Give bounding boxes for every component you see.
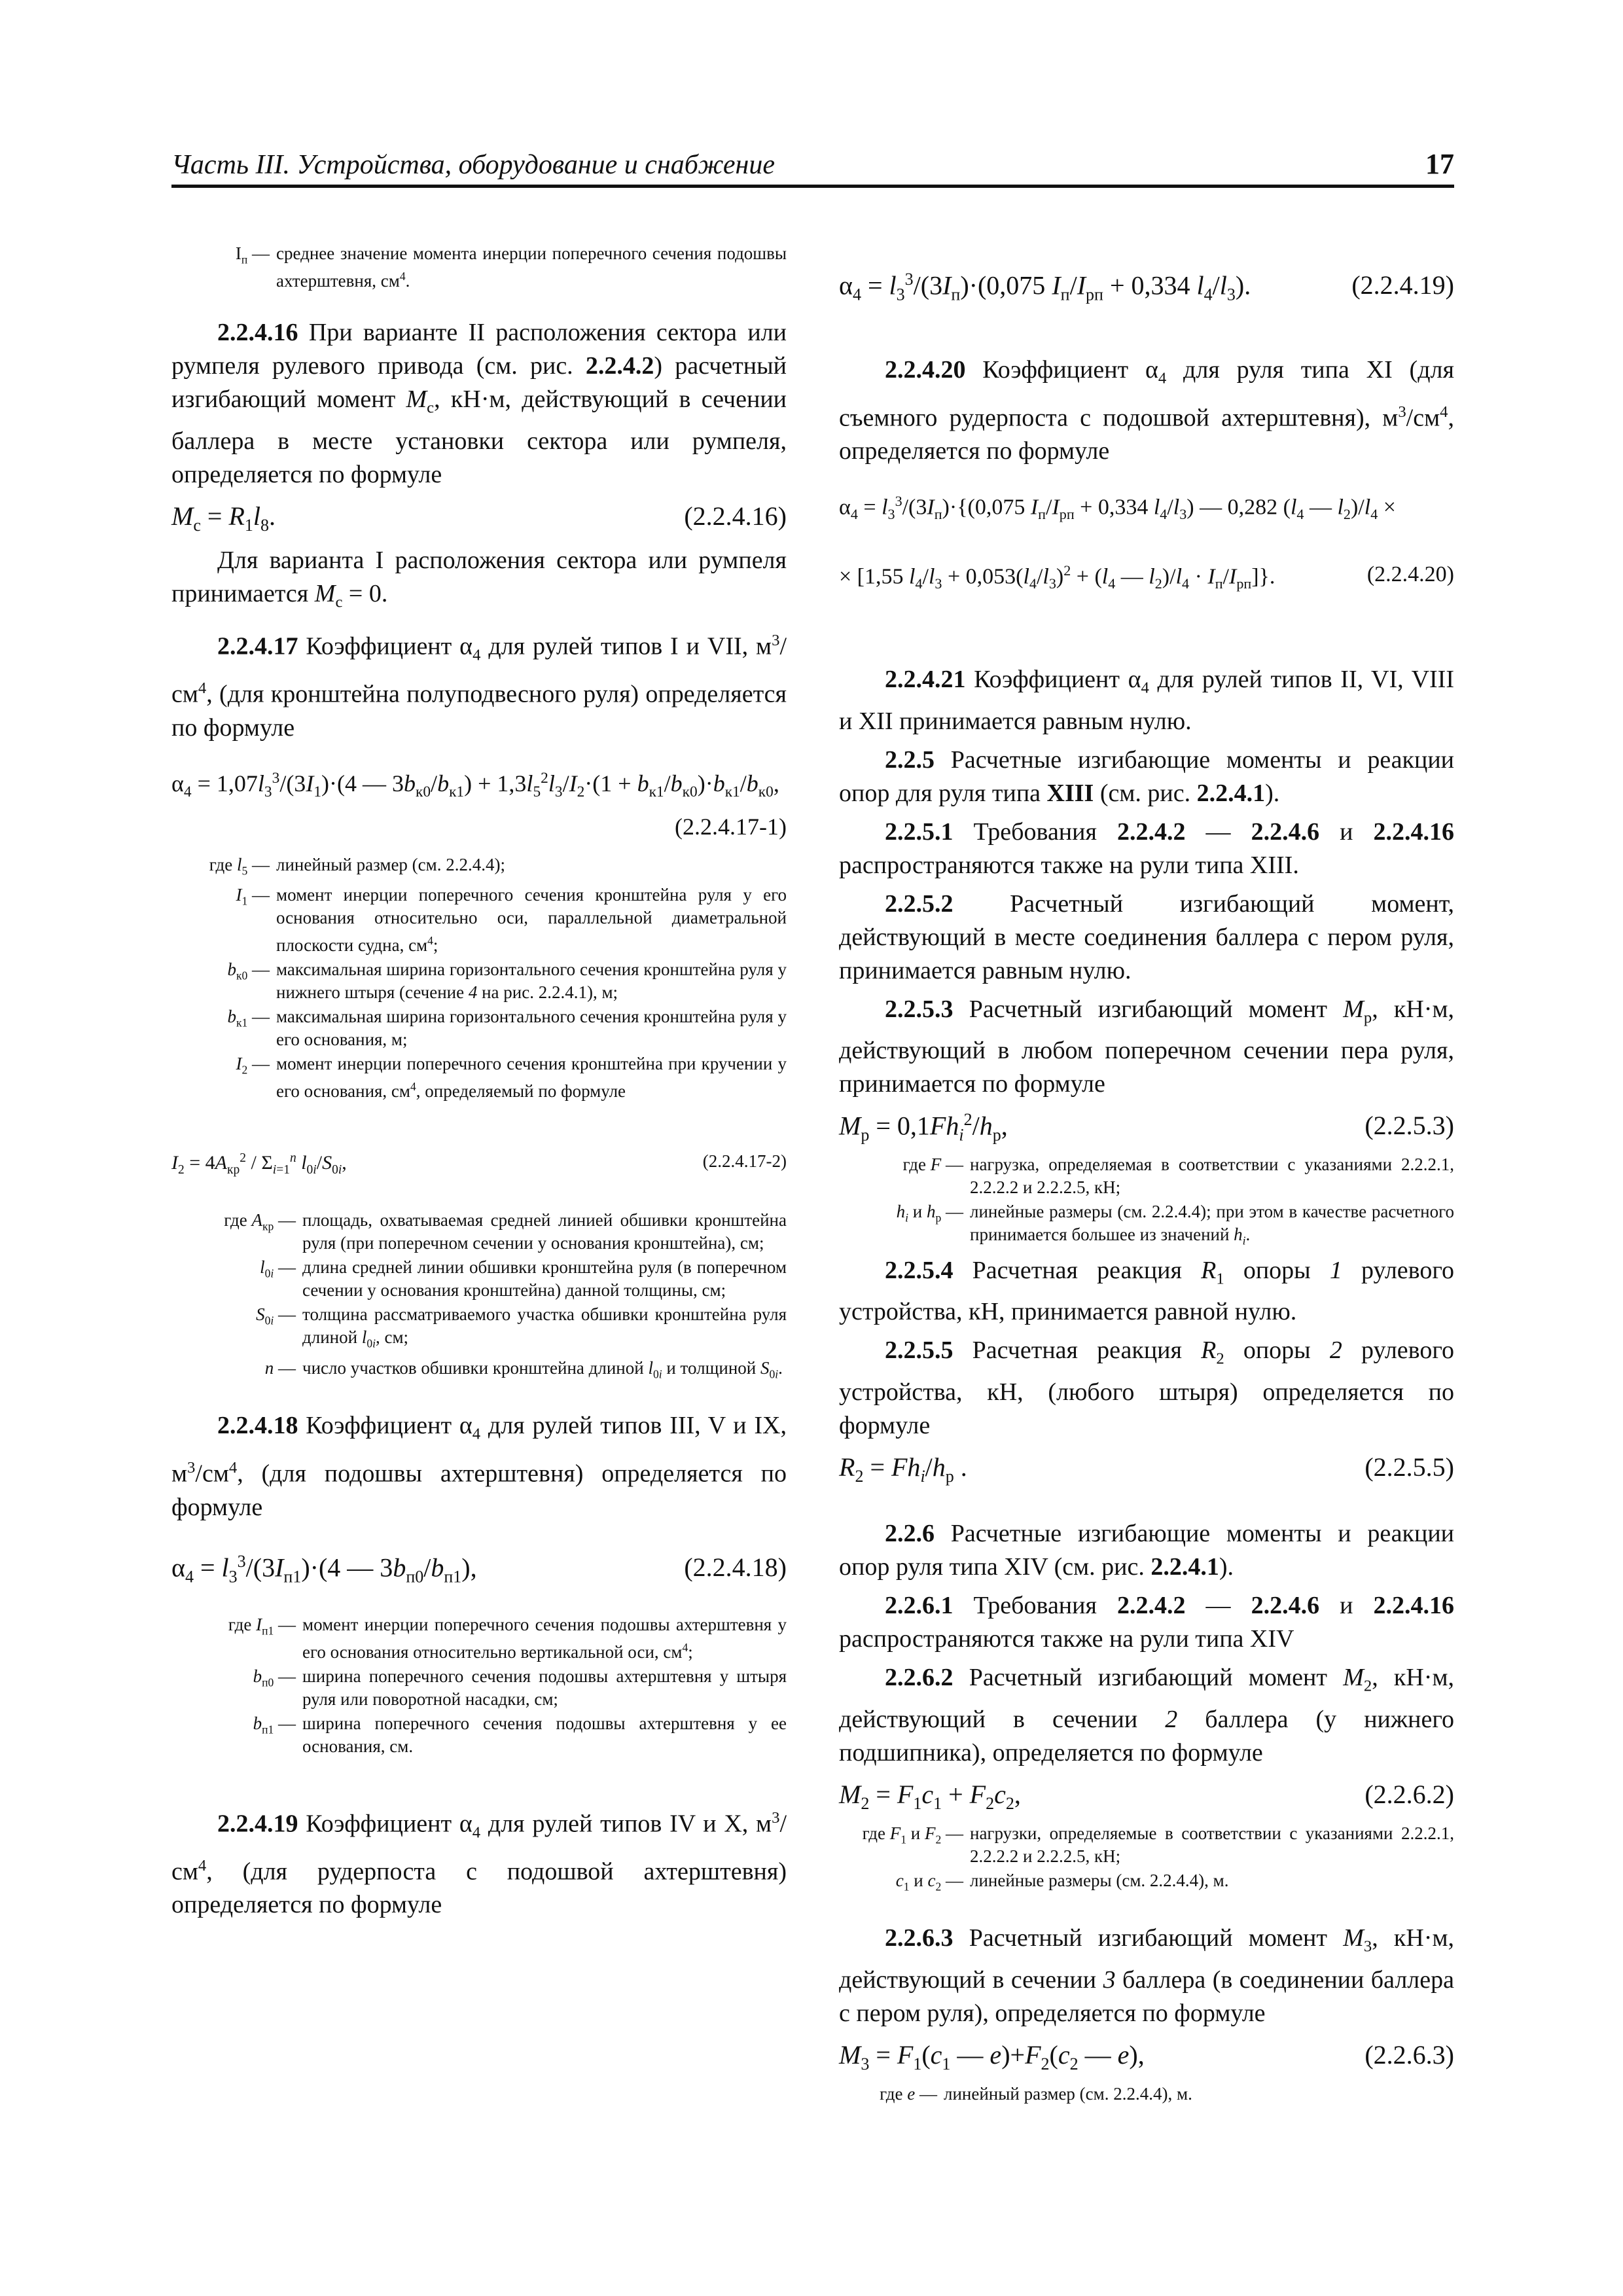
para-2-2-5-5: 2.2.5.5 Расчетная реакция $R_2$ опоры 2 рулевого устройства, кН, (любого штыря) определяется по формуле — [839, 1336, 1454, 1440]
definition-term: $I_1$ — — [236, 885, 270, 908]
definition-item — [171, 1052, 787, 1103]
definition-term: где $I_{п1}$ — — [228, 1614, 296, 1637]
definition-item — [839, 1200, 1454, 1252]
para-2-2-6-3: 2.2.6.3 Расчетный изгибающий момент $M_3$, кН·м, действующий в сечении 3 баллера (в соединении баллера с пером руля), определяется по формуле — [839, 1924, 1454, 2027]
para-2-2-4-21: 2.2.4.21 Коэффициент $\alpha_4$ для рулей типов II, VI, VIII и XII принимается равным нулю. — [839, 666, 1454, 735]
definition-desc: момент инерции поперечного сечения подошвы ахтерштевня у его основания относительно вертикальной оси, $см^4$; — [302, 1614, 787, 1662]
formula-2-2-5-3: $M_р = 0,1Fh_i^2/h_р$, (2.2.5.3) — [839, 1110, 1454, 1145]
definition-desc: толщина рассматриваемого участка обшивки кронштейна руля длиной $l_{0i}$, см; — [302, 1304, 787, 1350]
para-2-2-4-16: 2.2.4.16 При варианте II расположения сектора или румпеля рулевого привода (см. рис. 2.2.4.2) расчетный изгибающий момент $M_с$, кН·м, действующий в сечении баллера в месте установки сектора или румпеля, определяется по формуле — [171, 319, 787, 488]
formula-2-2-5-5: $R_2 = Fh_i/h_р$ . (2.2.5.5) — [839, 1452, 1454, 1486]
para-2-2-5: 2.2.5 Расчетные изгибающие моменты и реакции опор для руля типа XIII (см. рис. 2.2.4.1). — [839, 745, 1454, 807]
formula-2-2-4-19: $\alpha_4 = l_3^3/(3I_п)\cdot(0,075$ $I_п/I_{рп} + 0,334$ $l_4/l_3$). (2.2.4.19) — [839, 270, 1454, 304]
para-2-2-5-2: 2.2.5.2 Расчетный изгибающий момент, действующий в месте соединения баллера с пером руля, принимается равным нулю. — [839, 889, 1454, 984]
para-2-2-5-3: 2.2.5.3 Расчетный изгибающий момент $M_р$, кН·м, действующий в любом поперечном сечении пера руля, принимается по формуле — [839, 995, 1454, 1098]
running-header — [171, 139, 1454, 188]
definitions-2-2-6-2 — [839, 1822, 1454, 1898]
definition-item — [171, 1209, 787, 1255]
formula-2-2-4-17-1: $\alpha_4 = 1,07l_3^3/(3I_1)\cdot(4$ — $3b_{к0}/b_{к1}) + 1,3l_5^2l_3/I_2\cdot(1 + b_{к1}/b_{к0})\cdot b_{к1}/b_{к0}$, (2.2.4.17-1) — [171, 770, 787, 840]
definition-term: $h_i$ и $h_р$ — — [896, 1202, 963, 1225]
para-2-2-4-16-b: Для варианта I расположения сектора или румпеля принимается $M_с = 0$. — [171, 546, 787, 611]
definition-desc: линейные размеры (см. 2.2.4.4), м. — [970, 1870, 1229, 1890]
definition-item — [171, 1303, 787, 1355]
definition-desc: число участков обшивки кронштейна длиной $l_{0i}$ и толщиной $S_{0i}$. — [302, 1357, 783, 1381]
definition-term: $l_{0i}$ — — [260, 1257, 296, 1280]
para-2-2-4-17: 2.2.4.17 Коэффициент $\alpha_4$ для рулей типов I и VII, $м^3/см^4$, (для кронштейна полуподвесного руля) определяется по формуле — [171, 632, 787, 742]
definition-term: $S_{0i}$ — — [256, 1304, 296, 1327]
definition-desc: момент инерции поперечного сечения кронштейна при кручении у его основания, $см^4$, определяемый по формуле — [276, 1054, 787, 1102]
definition-term: $b_{к0}$ — — [227, 960, 270, 982]
definition-item — [171, 1665, 787, 1711]
definition-item — [839, 1153, 1454, 1199]
definition-desc: момент инерции поперечного сечения кронштейна руля у его основания относительно оси, параллельной диаметральной плоскости судна, $см^4$; — [276, 885, 787, 956]
definition-term: $I_2$ — — [236, 1054, 270, 1077]
definition-term: $b_{п1}$ — — [253, 1713, 296, 1736]
formula-2-2-6-3: $M_3 = F_1(c_1$ — $e)+F_2(c_2$ — e), (2.2.6.3) — [839, 2039, 1454, 2073]
definition-term: $c_1$ и $c_2$ — — [895, 1870, 963, 1893]
definitions-17 — [171, 853, 787, 1103]
definition-desc: максимальная ширина горизонтального сечения кронштейна руля у его основания, м; — [276, 1007, 787, 1050]
definition-desc: нагрузки, определяемые в соответствии с указаниями 2.2.2.1, 2.2.2.2 и 2.2.2.5, кН; — [970, 1823, 1454, 1866]
definition-item — [171, 853, 787, 882]
left-column — [171, 242, 787, 1927]
para-2-2-6: 2.2.6 Расчетные изгибающие моменты и реакции опор руля типа XIV (см. рис. 2.2.4.1). — [839, 1520, 1454, 1581]
formula-2-2-4-20-a: $\alpha_4 = l_3^3/(3I_п)\cdot\{(0,075$ $I_п/I_{рп} + 0,334$ $l_4/l_3$) — 0,282 ($l_4$ — $l_2)/l_4$ × — [839, 493, 1396, 523]
definition-desc: ширина поперечного сечения подошвы ахтерштевня у штыря руля или поворотной насадки, см; — [302, 1666, 787, 1709]
formula-2-2-6-2: $M_2 = F_1c_1 + F_2c_2$, (2.2.6.2) — [839, 1779, 1454, 1813]
page-number: 17 — [1425, 148, 1454, 180]
definition-item — [839, 1822, 1454, 1868]
formula-2-2-4-17-2: $I_2 = 4A_{кр}^2 / \Sigma_{i=1}^n$ $l_{0i}/S_{0i}$, (2.2.4.17-2) — [171, 1151, 787, 1177]
definition-term: $b_{п0}$ — — [253, 1666, 296, 1689]
definitions-17-2 — [171, 1209, 787, 1386]
definition-item — [171, 1005, 787, 1051]
definition-term: где $l_5$ — — [209, 855, 270, 878]
definition-desc: длина средней линии обшивки кронштейна руля (в поперечном сечении у основания кронштейна) данной толщины, см; — [302, 1257, 787, 1300]
definition-term: где $F_1$ и $F_2$ — — [862, 1823, 963, 1846]
definition-item — [171, 1613, 787, 1664]
definition-item — [171, 958, 787, 1004]
para-2-2-5-4: 2.2.5.4 Расчетная реакция $R_1$ опоры 1 рулевого устройства, кН, принимается равной нулю. — [839, 1256, 1454, 1326]
definition-desc: площадь, охватываемая средней линией обшивки кронштейна руля (при поперечном сечении у основания кронштейна), см; — [302, 1210, 787, 1253]
para-2-2-5-1: 2.2.5.1 Требования 2.2.4.2 — 2.2.4.6 и 2.2.4.16 распространяются также на рули типа XIII. — [839, 817, 1454, 879]
definition-item — [839, 1869, 1454, 1898]
formula-2-2-4-18: $\alpha_4 = l_3^3/(3I_{п1})\cdot(4$ — $3b_{п0}/b_{п1}$), (2.2.4.18) — [171, 1551, 787, 1586]
definition-item — [171, 1357, 787, 1386]
para-2-2-4-20: 2.2.4.20 Коэффициент $\alpha_4$ для руля типа XI (для съемного рудерпоста с подошвой ахтерштевня), $м^3/см^4$, определяется по формуле — [839, 356, 1454, 465]
para-2-2-4-19: 2.2.4.19 Коэффициент $\alpha_4$ для рулей типов IV и X, $м^3/см^4$, (для рудерпоста с подошвой ахтерштевня) определяется по формуле — [171, 1808, 787, 1919]
definitions-2-2-5-3 — [839, 1153, 1454, 1252]
definition-In: $I_п$ — среднее значение момента инерции поперечного сечения подошвы ахтерштевня, $см^4$. — [235, 243, 787, 291]
definition-term: $b_{к1}$ — — [227, 1007, 270, 1030]
definition-item — [171, 1712, 787, 1758]
definition-term: n — — [264, 1357, 296, 1378]
formula-2-2-4-20-b: × [1,55 $l_4/l_3 + 0,053(l_4/l_3)^2 + (l_4$ — $l_2)/l_4 \cdot I_п/I_{рп}$]}. (2.2.4.20) — [839, 562, 1454, 592]
definition-item — [171, 884, 787, 957]
definition-desc: нагрузка, определяемая в соответствии с указаниями 2.2.2.1, 2.2.2.2 и 2.2.2.5, кН; — [970, 1155, 1454, 1198]
para-2-2-4-18: 2.2.4.18 Коэффициент $\alpha_4$ для рулей типов III, V и IX, $м^3/см^4$, (для подошвы ахтерштевня) определяется по формуле — [171, 1412, 787, 1521]
definition-e: где e — линейный размер (см. 2.2.4.4), м. — [880, 2083, 1192, 2104]
definition-desc: линейный размер (см. 2.2.4.4); — [276, 855, 505, 875]
section-title: Часть III. Устройства, оборудование и снабжение — [171, 150, 775, 180]
para-2-2-6-1: 2.2.6.1 Требования 2.2.4.2 — 2.2.4.6 и 2.2.4.16 распространяются также на рули типа XIV — [839, 1592, 1454, 1653]
para-2-2-6-2: 2.2.6.2 Расчетный изгибающий момент $M_2$, кН·м, действующий в сечении 2 баллера (у нижнего подшипника), определяется по формуле — [839, 1664, 1454, 1767]
definition-desc: максимальная ширина горизонтального сечения кронштейна руля у нижнего штыря (сечение 4 на рис. 2.2.4.1), м; — [276, 960, 787, 1003]
right-column — [839, 242, 1454, 2107]
definition-desc: линейные размеры (см. 2.2.4.4); при этом в качестве расчетного принимается большее из значений $h_i$. — [970, 1202, 1454, 1247]
definition-term: где $A_{кр}$ — — [224, 1210, 296, 1233]
formula-2-2-4-16: $M_с = R_1l_8$. (2.2.4.16) — [171, 501, 787, 535]
definition-desc: ширина поперечного сечения подошвы ахтерштевня у ее основания, см. — [302, 1713, 787, 1756]
definitions-18 — [171, 1613, 787, 1758]
definition-term: где F — — [902, 1155, 963, 1175]
definition-item — [171, 1256, 787, 1302]
